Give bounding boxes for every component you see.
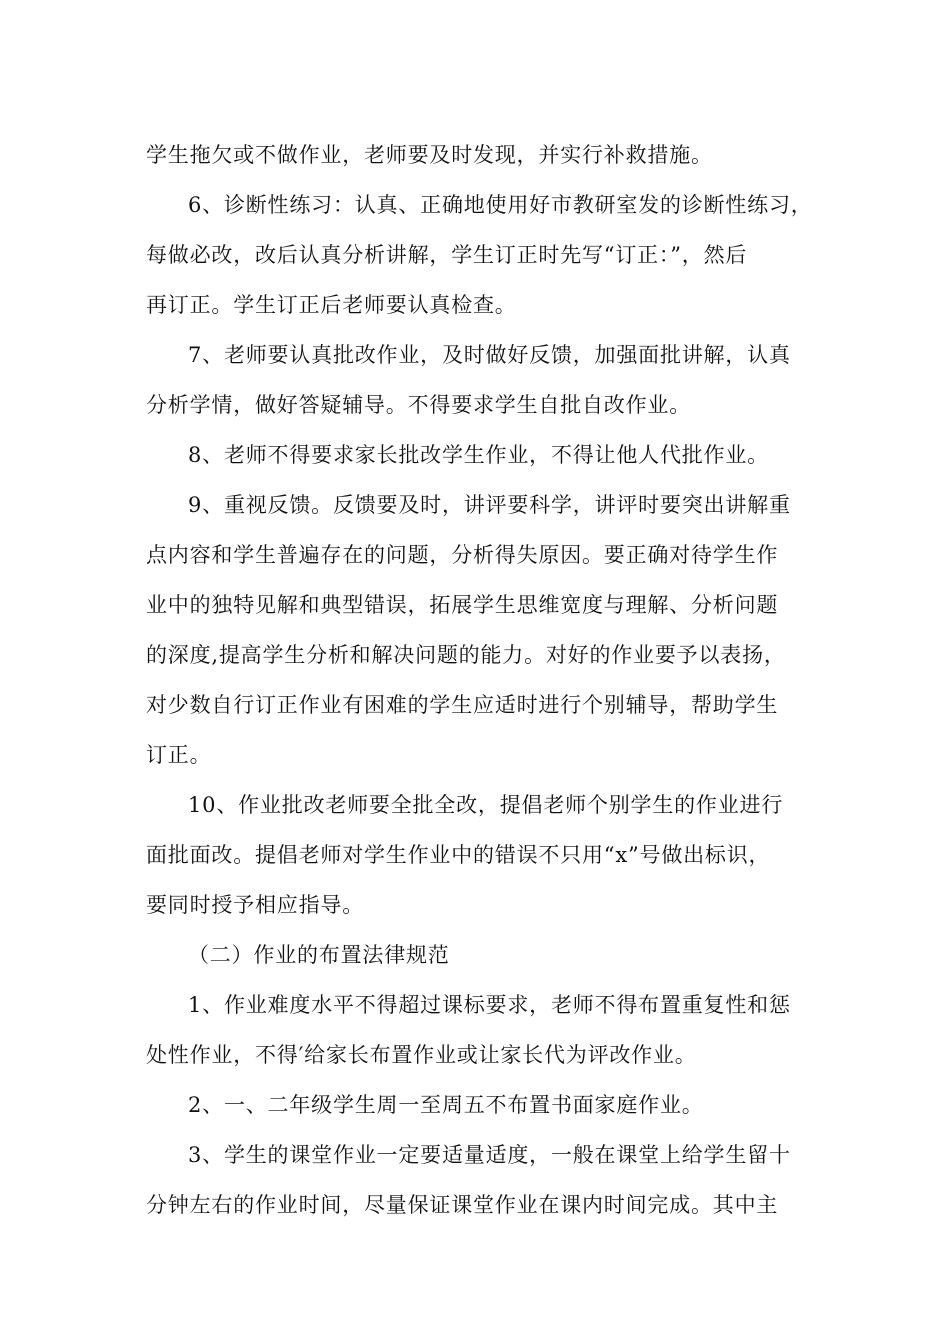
text-line: 学生拖欠或不做作业，老师要及时发现，并实行补救措施。 <box>146 143 713 167</box>
text-line: 的深度,提高学生分析和解决问题的能力。对好的作业要予以表扬， <box>146 643 786 667</box>
text-line: 分钟左右的作业时间，尽量保证课堂作业在课内时间完成。其中主 <box>146 1193 779 1217</box>
text-line: 要同时授予相应指导。 <box>146 893 364 917</box>
text-line: 业中的独特见解和典型错误，拓展学生思维宽度与理解、分析问题 <box>146 593 779 617</box>
text-line: 6、诊断性练习：认真、正确地使用好市教研室发的诊断性练习， <box>188 193 813 217</box>
section-heading: （二）作业的布置法律规范 <box>188 943 450 967</box>
text-line: 2、一、二年级学生周一至周五不布置书面家庭作业。 <box>188 1093 704 1117</box>
document-body <box>146 130 814 1230</box>
text-line: 3、学生的课堂作业一定要适量适度，一般在课堂上给学生留十 <box>188 1143 791 1167</box>
text-line: 面批面改。提倡老师对学生作业中的错误不只用“x”号做出标识， <box>146 843 771 867</box>
text-line: 对少数自行订正作业有困难的学生应适时进行个别辅导，帮助学生 <box>146 693 779 717</box>
text-line: 7、老师要认真批改作业，及时做好反馈，加强面批讲解，认真 <box>188 343 791 367</box>
text-line: 每做必改，改后认真分析讲解，学生订正时先写“订正：”，然后 <box>146 243 748 267</box>
text-line: 再订正。学生订正后老师要认真检查。 <box>146 293 517 317</box>
text-line: 1、作业难度水平不得超过课标要求，老师不得布置重复性和惩 <box>188 993 791 1017</box>
text-line: 10、作业批改老师要全批全改，提倡老师个别学生的作业进行 <box>188 793 784 817</box>
text-line: 8、老师不得要求家长批改学生作业，不得让他人代批作业。 <box>188 443 769 467</box>
text-line: 点内容和学生普遍存在的问题，分析得失原因。要正确对待学生作 <box>146 543 779 567</box>
text-line: 订正。 <box>146 743 212 767</box>
text-line: 9、重视反馈。反馈要及时，讲评要科学，讲评时要突出讲解重 <box>188 493 791 517</box>
text-line: 分析学情，做好答疑辅导。不得要求学生自批自改作业。 <box>146 393 691 417</box>
text-line: 处性作业，不得′给家长布置作业或让家长代为评改作业。 <box>146 1043 697 1067</box>
